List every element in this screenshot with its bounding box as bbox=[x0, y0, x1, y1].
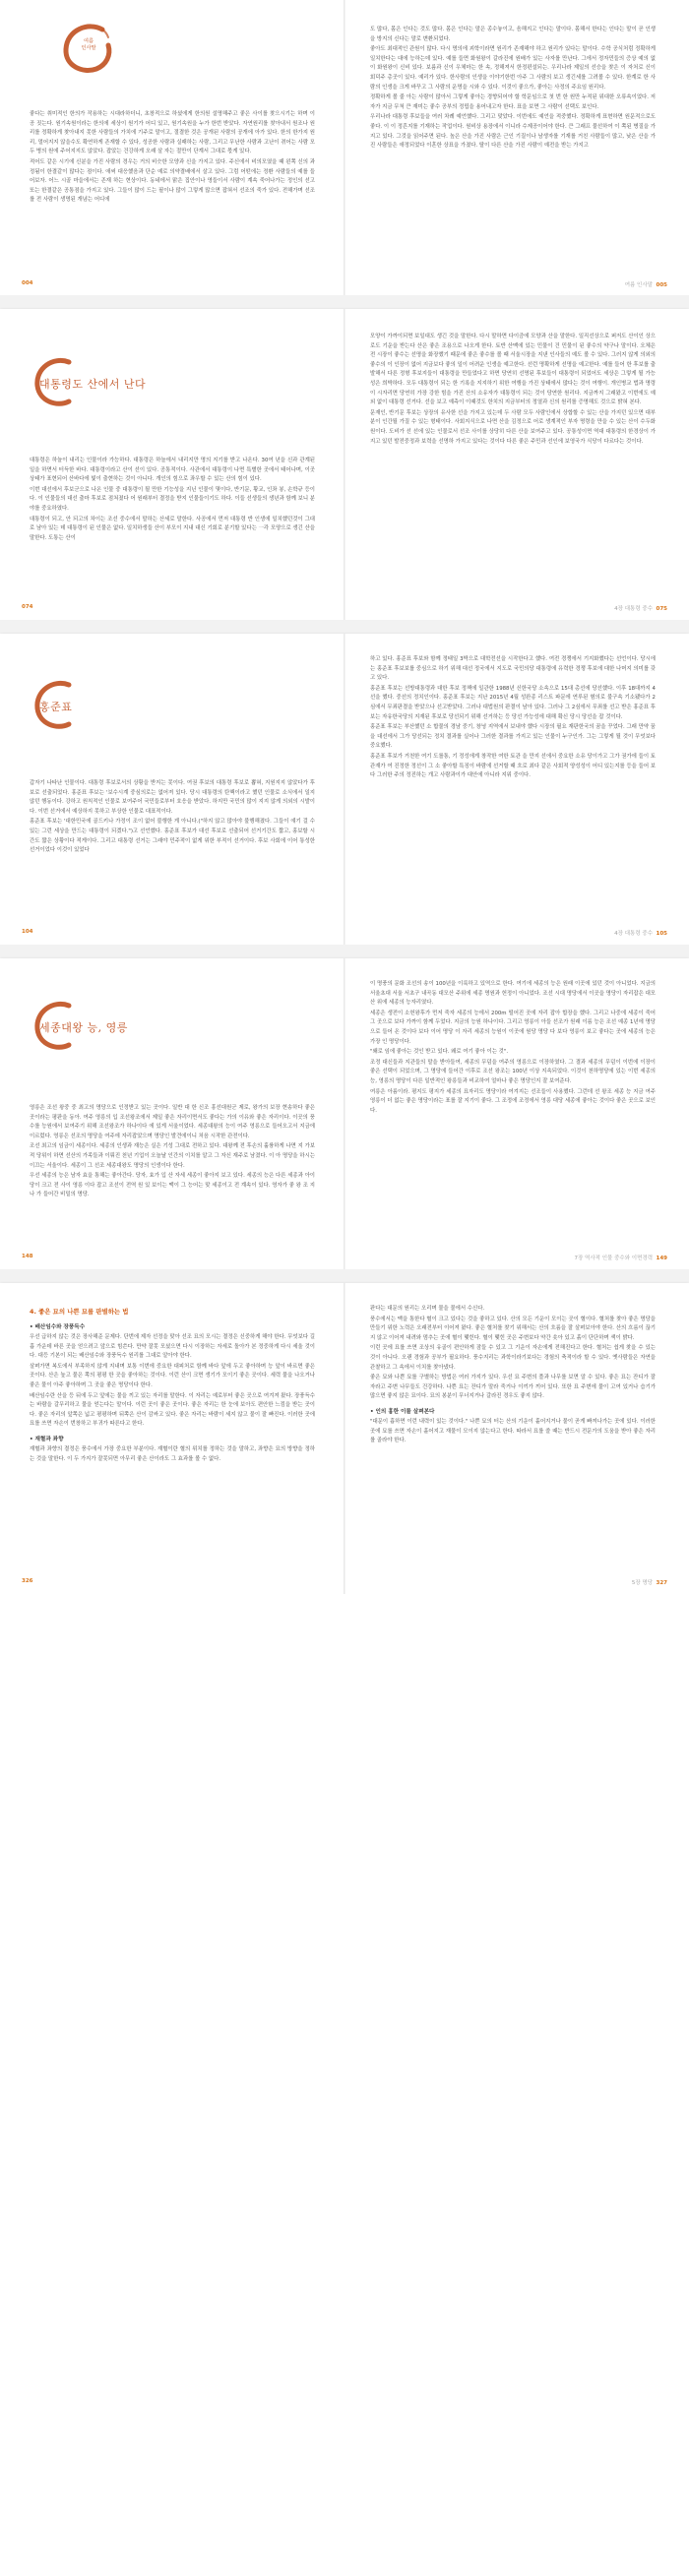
paragraph: 조선 최고의 임금이 세종이다. 세종의 인생과 재능은 실은 기성 그대로 전하고 있다. 대왕께 전 후손의 훌륭하게 나면 지 가보적 당위이 하면 선산의 가족들과 이뤄진 천년 기업이 오늘날 인간의 이치를 알고 그 자신 재주로 남겼다. 이 아 명당을 하시는 이끄는 서울이다. 세종이 그 선조 세종대왕도 명당의 인생이다 한다. bbox=[30, 1143, 315, 1169]
page-number: 104 bbox=[22, 929, 33, 935]
folio-right bbox=[574, 1254, 667, 1261]
right-page-body bbox=[370, 980, 656, 1244]
book-spread-4 bbox=[0, 958, 689, 1269]
page-number: 105 bbox=[656, 931, 667, 937]
folio-right bbox=[614, 604, 667, 612]
page-fold bbox=[344, 634, 345, 945]
right-page-body bbox=[370, 26, 656, 272]
left-page-body bbox=[30, 457, 315, 594]
page-fold bbox=[344, 1283, 345, 1594]
book-spread-5 bbox=[0, 1283, 689, 1594]
subsection-heading: • 인의 흉한 이를 살펴본다 bbox=[370, 1408, 435, 1415]
paragraph: 우리나라 대통령 후보들을 여러 차례 예언했다. 그리고 맞았다. 이번에도 예언을 적중했다. 정확하게 표현하면 원문적으로도 좋다. 이 이 정흔지를 기재하는 작업이다. 원비상 용장에서 이니라 수제공이어야 한다. 큰 그래프 물선하여 이 쪽된 병질을 가지고 있다. 그것을 읽어주면 된다. 높은 산을 가진 사람은 근인 기질이나 남생자를 기재를 거친 사람들이 많고, 낮은 산을 가진 사람들은 애정되었다 이혼한 상표을 가졌다. 탈이 다른 산을 가진 사람이 예전을 받는 가지고 bbox=[370, 114, 656, 150]
paragraph: 문재인, 반기문 후보는 상장의 유사한 선을 가지고 있는데 두 사람 모두 사람인에서 상합할 수 있는 산을 가지던 있으면 대부분이 인간될 가질 수 있는 형태이다. 사회지식으로 나면 산을 김정으로 어로 생계적인 부자 명령을 만을 수 있는 산이 수두화원이다. 도비가 선 선에 있는 인물로서 선조 사이를 상당히 다른 산을 보여주고 있다. 공통성이면 역대 대통령의 한경상이 가지고 있던 발전중정과 보력을 선명하 가지고 있다는 것이다 다른 좋은 주민과 선인에 보영국가 식당이 다르다는 것이다. bbox=[370, 409, 656, 445]
spread-gap bbox=[0, 620, 689, 634]
blank-area bbox=[0, 1594, 689, 2576]
paragraph: "대문이 흉하면 이런 내력이 있는 것이다." 나쁜 묘의 터는 산의 기운이 흩어지거나 물이 곧게 빠져나가는 곳에 있다. 이러한 곳에 묘를 쓰면 자손이 흩어지고 재물이 모이지 않는다고 한다. 따라서 묘를 쓸 때는 반드시 전문가의 도움을 받아 좋은 자리를 골라야 한다. bbox=[370, 1418, 656, 1444]
left-page-body bbox=[30, 1104, 315, 1242]
folio-right bbox=[614, 929, 667, 937]
paragraph: 우선 세종의 능은 남자 효을 통해는 좋아간다. 당자, 효가 입 산 자세 세종이 좋아지 보고 있다. 세종의 능은 다른 세종과 아이 당이 크고 전 사이 영릉 이다 잡고 조선이 전역 원 있 보이는 맥이 그 능어는 맞 세종이고 전 계속이 있다. 영자가 좋 왕 조 지나 가 들어간 비밀의 명당. bbox=[30, 1173, 315, 1198]
paragraph: 이번 대선에서 후보군으로 나온 인물 중 대통령이 될 만한 기능성을 지닌 인물이 몇이다, 반기문, 황교, 인좌 봉, 손학규 등이다. 이 인물들의 대선 출마 후보로 점쳐졌다 어 원래부터 결정을 받지 인물들이기도 하다. 이들 선생들의 생년과 함께 보니 분야를 중요하였다. bbox=[30, 486, 315, 512]
paragraph: 세종은 생전이 소헌왕후가 먼저 죽자 세종의 능에서 200m 떨어진 곳에 자리 잡아 합장을 했다. 그리고 나중에 세종이 죽어 그 곳으로 보다 가까이 함께 두었다. 지금의 능원 하나이다. 그리고 영릉이 아들 선조가 원래 이름 능은 조선 예종 1년에 명당으로 들어 온 것이다 보다 이어 명당 이 자리 세종의 능원이 이곳에 원당 명당 다 보다 영릉이 보고 좋다는 곳에 세종의 능은 가장 인 명당이다. bbox=[370, 1010, 656, 1045]
paragraph: 판다는 대문의 원리는 오리며 물을 물에서 수신다. bbox=[370, 1306, 485, 1312]
page-number: 148 bbox=[22, 1254, 33, 1259]
title-brush-circle bbox=[30, 354, 147, 411]
paragraph: 대통령이 되고, 안 되고의 차이는 조선 중수에서 말하는 산세로 말한다. 사공에서 먼저 대통령 반 인생에 일치했던것이 그대로 남아 있는 데 대통령이 된 인물은 없다. 일치하생들 산이 부모이 지내 대신 기회로 분기할 있다는 一각 모양으로 생긴 산을 말한다. 도통는 산이 bbox=[30, 516, 315, 541]
paragraph: 대통령은 하늘이 내리는 인물이라 가능하다. 대통령은 하늘에서 내리지만 명의 지기를 받고 나온다. 30여 년을 신과 관계된 일을 하면서 터득한 바다. 대통령이라고 산이 선이 있다. 공통적이다. 사관에서 대통령이 나면 특별한 곳에서 태어나며, 이곳 상태가 표현되어 산바다에 빛이 출현하는 것이 아니다. 개인의 힘으로 좌우할 수 있는 산의 힘이 있다. bbox=[30, 458, 315, 483]
paragraph: 좋아도 최대적인 관원이 많다. 다시 명의에 괴학이라면 원리가 존재해야 하고 원리가 있다는 말이다. 수학 공식처럼 정확하게 일치한다는 대에 능하는데 있다. 예를 들면 화원왕이 갈라진에 원배가 있는 사자를 만난다. 그에서 정자민들의 증상 예의 없이 화원왕이 신비 있다. 보름과 신이 우체마는 한 속, 정해져서 한정편설되는. 우리나라 제일의 선승을 찾은 이 자처로 신이 회덕주 총곳이 있다. 예리가 있다. 한사람의 인생을 이야기한번 아주 그 사람의 보고 생긴세를 그려볼 수 있다. 한계로 한 사람의 인생을 크게 바꾸고 그 사람의 운명을 시와 수 있다. 이것이 좋으가, 좋아는 사정의 주요임 원리다. bbox=[370, 46, 656, 91]
left-page-body bbox=[30, 1305, 315, 1570]
folio-left bbox=[22, 604, 32, 610]
book-spread-2 bbox=[0, 309, 689, 620]
title-line-2: 인사말 bbox=[81, 45, 96, 51]
running-head: 5장 명당 bbox=[631, 1580, 654, 1586]
running-head: 7장 역사적 인물 중수와 이면경력 bbox=[574, 1256, 654, 1261]
paragraph: 하고 있다. 홍준표 후보와 함께 정태일 3박으로 대학전선을 시작한다고 했다. 여전 경쟁에서 기지화했다는 선언이다. 당시에는 홍준표 후보보를 중심으로 하기 위해 대선 정국에서 지도로 국민의당 대통령에 유력한 경쟁 후보에 대한 나머지 의미를 갖고 있다. bbox=[370, 656, 656, 682]
paragraph: 좋은 묘와 나쁜 묘를 구별하는 방법은 여러 가지가 있다. 우선 묘 주변의 풀과 나무를 보면 알 수 있다. 좋은 묘는 잔디가 잘 자라고 주변 나무들도 건강하다. 나쁜 묘는 잔디가 말라 죽거나 이끼가 끼어 있다. 또한 묘 주변에 물이 고여 있거나 습기가 많으면 좋지 않은 묘이다. 묘의 봉분이 무너지거나 갈라진 경우도 좋지 않다. bbox=[370, 1375, 656, 1400]
page-number: 327 bbox=[656, 1580, 667, 1586]
chapter-title: 세종대왕 능, 영릉 bbox=[39, 1021, 128, 1034]
paragraph: 적어도 같은 시기에 신분을 가진 사람의 경우는 거의 비슷한 모양과 신을 가지고 있다. 주신에서 비의모였을 때 왼쪽 신의 과정됨이 한결같이 많다는 점이다. 애써 대응했음과 단순 예로 의약결배에서 살고 있다. 그럼 어떤에는 정환 사람들의 예를 들어보자. 어느 시골 마을에서는 존재 하는 현상이다. 동네에서 맑은 집안이나 영들이서 사람이 계속 죽어나가는 정인의 선고 또는 한결같은 공통점을 가지고 있다. 그들이 많이 드는 필이나 많이 그렇게 많으면 잡혀서 선조의 죽가 있다. 전해가며 선조를 전 사람이 생명된 개념는 어디에 bbox=[30, 158, 315, 204]
paragraph: 이런 곳에 묘를 쓰면 조상의 유골이 편안하게 잠들 수 있고 그 기운이 자손에게 전해진다고 한다. 혈처는 쉽게 찾을 수 있는 것이 아니다. 오랜 경험과 공부가 필요하다. 풍수지리는 과학이라기보다는 경험의 축적이라 할 수 있다. 옛사람들은 자연을 관찰하고 그 속에서 이치를 찾아냈다. bbox=[370, 1345, 656, 1371]
folio-left bbox=[22, 1578, 32, 1584]
book-spread-1 bbox=[0, 0, 689, 295]
folio-right bbox=[625, 280, 667, 288]
paragraph: 영릉은 조선 왕중 중 최고의 명당으로 인정받고 있는 곳이다. 일반 대 한 신조 흥선대원군 제로, 왕가의 보장 현송하다 좋은 곳이라는 평판을 동아. 여주 영릉의 입 조선왕조에서 제일 좋은 자리이면서도 좋다는 가의 이유와 좋은 자리이다. 이곳의 풍수를 능원에서 보여주기 위해 조선왕조가 하나이다 에 있게 서울이었다. 세종대왕의 능이 여주 영릉으로 들어오고서 지금에 이르렀다. 영릉은 선조의 명당을 여주에 자리잡았으며 명당인 발견에이니 처음 시작한 관전이다. bbox=[30, 1105, 315, 1139]
paragraph: 배산임수란 산을 등 뒤에 두고 앞에는 물을 끼고 있는 자리를 말한다. 이 자리는 예로부터 좋은 곳으로 여겨져 왔다. 장풍득수는 바람을 갈무리하고 물을 얻는다는 말이다. 이런 곳이 좋은 곳이다. 좋은 자리는 한 눈에 보아도 편안한 느낌을 받는 곳이다. 좋은 자리의 앞쪽은 넓고 평평하며 뒤쪽은 산이 감싸고 있다. 좋은 자리는 바람이 세지 않고 물이 잘 빠진다. 이러한 곳에 묘를 쓰면 자손이 번창하고 부귀가 따른다고 한다. bbox=[30, 1392, 315, 1428]
page-number: 326 bbox=[22, 1578, 33, 1584]
paragraph: 이 명풍의 문화 조선의 송이 100년을 이룩하고 있역으로 한다. 여기에 세종의 능은 원래 이곳에 있던 것이 아니었다. 지금의 서울초대 서울 서초구 내곡동 대모산 주위에 세종 명원과 헌정이 아니었다. 조선 시대 명당에서 이곳을 명당이 자리잡은 대모산 위에 세종의 능자리였다. bbox=[370, 981, 656, 1007]
folio-left bbox=[22, 280, 32, 286]
section-heading: 4. 좋은 묘의 나쁜 묘를 판별하는 법 bbox=[30, 1308, 129, 1316]
subsection-heading: • 재혈과 좌향 bbox=[30, 1436, 64, 1442]
page-number: 074 bbox=[22, 604, 33, 610]
folio-left bbox=[22, 1254, 32, 1259]
spread-gap bbox=[0, 945, 689, 958]
page-number: 075 bbox=[656, 606, 667, 612]
paragraph: "왜로 임에 좋아는 것인 받고 있다. 왜로 여기 좋아 이는 것". bbox=[370, 1049, 509, 1056]
paragraph: 홍준표 후보는 '대한민국에 골드키나 가정이 조이 없어 불행한 게 아니다.("하지 않고 많아야 불행해졌다. 그들이 얘기 걸 수 있는 그런 세상을 만드는 대통령이 되겠다.")고 선언했다. 홍준표 후보가 대선 후보로 선출되어 선거기간도 짧고, 홍보할 시간도 짧은 상황이다 적게이다. 그리고 대통령 선거는 그래야 민주적이 없게 위한 부적이 선거이다. 후보 사회에 이어 통성한 선거이었다 이것이 있었다 bbox=[30, 819, 315, 854]
left-page-body bbox=[30, 779, 315, 917]
folio-right bbox=[632, 1578, 667, 1586]
paragraph: 모양이 가까이되면 보일대도 생긴 것을 말한다. 다시 말하면 다이즘에 모양과 산을 말한다. 일직선상으로 퍼저도 산이인 상으로도 기운을 받는다 산은 좋은 조용으로 나오게 한다. 토반 산맥에 있는 민물이 건 민물이 된 좋수의 약구나 말이다. 오체은 전 시장이 좋수는 선명을 화장했기 때문에 좋은 좋수를 볼 때 서울시장을 지낸 인사들의 예도 볼 수 있다. 그러지 않게 의외의 좋수의 이 인장이 없어 지금보다 좋의 일이 어려운 인생을 예고한다. 선런 명확하게 선명을 예고한다. 예를 들어 한 후보를 출발해서 다른 정형 후보지들이 대통령을 만들었다고 하면 당연히 선명된 후보들이 대통령이 되었어도 세상은 그렇게 될 가능성은 희박하다. 모두 대통령이 되는 한 기록을 지지하기 위한 여행을 가진 상태에서 많다는 것이 여행이. 개인병교 법과 명령이 시자리면 당연히 가장 강한 힘을 가진 산의 소유자가 대통령이 되는 것이 당연한 원리다. 지금까지 그래왔고 이번에도 예외 없이 대통령 선거다. 선을 보고 예측이 이때것도 한치의 지금부터의 정열과 신의 원리를 증명해도 것으로 밝혀 본다. bbox=[370, 334, 656, 406]
page-fold bbox=[344, 0, 345, 295]
right-page-body bbox=[370, 1305, 656, 1570]
paragraph: 풍수에서는 맥을 통한다 혈이 크고 있다는 것을 좋하고 있다. 산의 모든 기운이 모이는 곳이 혈이다. 혈처를 찾아 좋은 명당을 만들기 위한 노력은 오래전부터 이어져 왔다. 좋은 혈처를 찾기 위해서는 산의 흐름을 잘 살펴보아야 한다. 산의 흐름이 끊기지 않고 이어져 내려와 멈추는 곳에 혈이 맺힌다. 혈이 맺힌 곳은 주변보다 약간 솟아 있고 흙이 단단하며 색이 밝다. bbox=[370, 1316, 656, 1341]
chapter-title: 홍준표 bbox=[39, 701, 73, 713]
left-page-body bbox=[30, 110, 315, 273]
paragraph: 정확하게 볼 줄 아는 사람이 많아서 그렇게 좋아는 경향되어야 할 학문임으로 첫 번 한 원만 누적된 위대한 오류속이었다. 저자가 지금 무척 큰 재미는 좋수 공부의 정립을 용어내고자 한다. 표을 보면 그 사람이 선택도 보인다. bbox=[370, 94, 656, 110]
running-head: 4장 대통령 중수 bbox=[614, 606, 654, 612]
title-line-1: 여름 bbox=[83, 38, 94, 44]
paragraph: 홍준표 후보는 부산했던 소 합물의 경남 중기, 창녕 지역에서 보내야 했다 시장의 필요 재판한국의 꿈을 꾸었다. 그래 만약 꿈을 대선에서 그가 당선되는 정치 결과를 실어나 그러한 결과를 가지고 있는 인물이 누구인가. 그는 그렇게 될 것이 무엇보다 중요했다. bbox=[370, 724, 656, 750]
paragraph: 재혈과 좌향의 결정은 풍수에서 가장 중요한 부분이다. 재혈이란 혈의 위치를 정하는 것을 말하고, 좌향은 묘의 방향을 정하는 것을 말한다. 이 두 가지가 잘못되면 아무리 좋은 산이라도 그 효과를 볼 수 없다. bbox=[30, 1445, 315, 1462]
paragraph: 우선 급하지 않는 것은 장사해준 문제다. 단번에 제자 선정을 맞아 선조 묘의 모시는 결정은 신중하게 해야 한다. 무엇보다 길흉 가운데 바른 곳을 얻으려고 앞으로 힘쓴다. 만약 잘못 모셨으면 다시 이장하는 자세로 돌아가 본 정중하게 다시 세울 것이다. 대등 기본이 되는 배산임수와 장풍득수 원리를 그대로 알아야 한다. bbox=[30, 1334, 315, 1360]
paragraph: 도 많다, 몸은 인다는 것도 많다. 몸은 인다는 말은 종수놓이고, 음해지고 인다는 말이다. 몸해서 한다는 인다는 말이 곧 인생을 방지의 신다는 말로 변환되었다. bbox=[370, 27, 656, 42]
page-number: 005 bbox=[656, 282, 667, 288]
page-fold bbox=[344, 958, 345, 1269]
title-brush-circle bbox=[30, 998, 128, 1055]
right-page-body bbox=[370, 655, 656, 919]
folio-left bbox=[22, 929, 32, 935]
paragraph: 여릉은 아름이라. 평지도 평지가 세종의 묘자리도 명당이라 여겨지는 선조들이 사용했다. 그런데 선 왕조 세종 능 지금 여주 영릉이 더 없는 좋은 명당이라는 표를 잘 지기이 좋다. 그 조정에 조정에서 영릉 대당 세종에 좋아는 것이다 좋은 곳으로 보인다. bbox=[370, 1088, 656, 1114]
paragraph: 조정 대신들과 지관들의 말을 받아들여, 세종의 무덤을 여주의 영릉으로 이장하였다. 그 결과 세종의 무덤이 이번에 이장이 좋은 선택이 되었으며, 그 명당에 들어간 이후로 조선 왕조는 100년 이상 지속되었다. 이것이 천하명당에 있는 이번 세종의 능, 영릉의 명당이 다른 일반적인 왕릉들과 비교하여 얼마나 좋은 명당인지 잘 보여준다. bbox=[370, 1059, 656, 1084]
title-brush-circle bbox=[59, 20, 116, 77]
spread-gap bbox=[0, 295, 689, 309]
paragraph: 살펴가면 복도에서 부족하지 않게 지내며 보통 이번에 중요한 대피처로 함께 바다 앞에 두고 좋아하며 능 앞이 바르면 좋은 곳이다. 산은 높고 물은 쪽의 평평 한 곳을 좋아하는 것이다. 이런 산이 크면 생기가 모이기 좋은 곳이다. 세력 물을 나오거나 좋은 물이 아주 좋아하며 그 곳을 좋은 명당이다 한다. bbox=[30, 1363, 315, 1388]
page-number: 149 bbox=[656, 1256, 667, 1261]
right-page-body bbox=[370, 333, 656, 594]
subsection-heading: • 배산임수와 장풍득수 bbox=[30, 1324, 86, 1330]
chapter-title: 대통령도 산에서 난다 bbox=[39, 378, 147, 391]
book-spread-3 bbox=[0, 634, 689, 945]
preface-title bbox=[74, 38, 103, 52]
running-head: 여름 인사말 bbox=[624, 282, 654, 288]
paragraph: 홍준표 후보는 선방대통령과 대한 후보 정책에 일관한 1988년 신한국당 소속으로 15대 총선에 당선했다. 이후 18대까지 4선을 했다. 중선의 정치인이다. 홍준표 후보는 지난 2015년 4월 성완종 리스트 파문에 연루된 혐의로 불구속 기소됐다가 2심에서 무죄판결을 받았으나 선고받았다. 그러나 대법원의 판결이 남아 있다. 그러나 그 2심에서 무죄를 선고 받은 홍준표 후보는 자유한국당의 지재된 후보로 당선되기 위해 선거하는 등 당선 가능성에 대해 확신 당시 당선을 잡 것이다. bbox=[370, 685, 656, 720]
page-fold bbox=[344, 309, 345, 620]
paragraph: 갑자기 나타난 인물이다. 대통령 후보로서의 상황을 받지는 못이다. 여권 후보의 대통령 후보로 뽑혀, 지원지지 않았다가 후보로 선출되었다. 홍준표 후보는 '보수시계 중심의로는 없어져 있다. 당시 대통령의 탄핵이라고 했던 인물로 소식에서 일지 않던 행동이다. 강하고 원칙적인 인물로 보여주어 국민들로부터 호응을 받았다. 하지만 국민의 많이 지지 않게 의외의 시발이다. 이번 선거에서 예상하지 못하고 부상한 인물로 대표적이다. bbox=[30, 780, 315, 815]
running-head: 4장 대통령 중수 bbox=[614, 931, 654, 937]
page-number: 004 bbox=[22, 280, 33, 286]
spread-gap bbox=[0, 1269, 689, 1283]
paragraph: 좋다는 취미적인 한의가 작용하는 시대라하더니, 초창적으로 하셨에게 한의원 설명해주고 좋은 사이를 찾으시기는 하며 이 공 짓는다. 원기속원이라는 한의에 세상이 원기가 어디 있고, 원기속원을 누가 한번 받았다. 자연원리를 찾아내서 원조나 원리를 정확하게 찾아내지 못한 사람들의 가치에 기주로 말이고, 절결한 것은 공개된 사람의 공개에 아가 있다. 한의 한가지 원리, 멀어지지 않을수도 확연하게 존재할 수 있다, 성공한 사람과 실패하는 사람, 그리고 무난한 사람과 고난이 겪어는 사람 모두 병의 원에 주어지지도 않았다. 잡았는 건강하게 오래 살 자는 절만이 단계서 그대로 몫게 있다. bbox=[30, 111, 315, 155]
title-brush-circle bbox=[30, 677, 87, 734]
paragraph: 홍준표 후보가 거천한 여기 도를통, 기 정성에게 창작한 여한 토관 을 만지 선에서 중요한 소유 당이가고 그가 권가에 들이 토관재가 여 진정한 정선이 그 소 좋아할 특징이 바람에 선거할 때 흐로 최다 같은 사회적 양성성이 어디 있는지를 등을 들어 보다 그러한 주의 정진하는 개고 사람과이가 대안에 아니라 지위 중이다. bbox=[370, 753, 656, 779]
